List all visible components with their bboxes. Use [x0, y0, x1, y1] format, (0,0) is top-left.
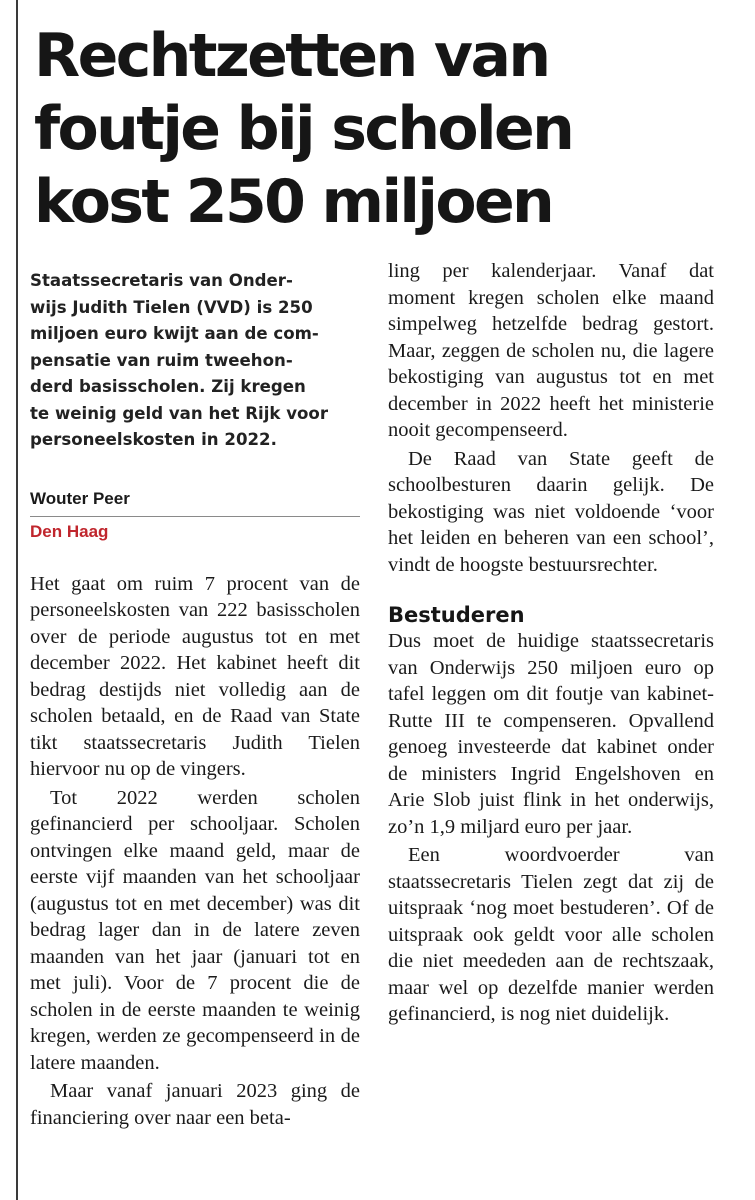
body-paragraph: Het gaat om ruim 7 procent van de personeelskosten van 222 basisscholen over de periode augustus tot en met december 2022. Het kabinet heeft dit bedrag destijds niet volledig aan de scholen betaald, en de Raad van State tikt staatssecretaris Judith Tielen hiervoor nu op de vingers. — [30, 572, 360, 780]
body-paragraph: Een woordvoerder van staatssecretaris Tielen zegt dat zij de uitspraak ‘nog moet bestuderen’. Of de uitspraak ook geldt voor alle scholen die niet meededen aan de rechtszaak, maar wel op dezelfde manier werden gefinancierd, is nog niet duidelijk. — [388, 844, 714, 1025]
right-body-top — [388, 258, 714, 578]
byline-divider — [30, 516, 360, 517]
right-body-bottom — [388, 628, 714, 1028]
body-paragraph: De Raad van State geeft de schoolbesturen daarin gelijk. De bekostiging was niet voldoende ‘voor het leiden en beheren van een school’, vindt de hoogste bestuursrechter. — [388, 447, 714, 576]
body-paragraph: ling per kalenderjaar. Vanaf dat moment kregen scholen elke maand simpelweg hetzelfde bedrag gestort. Maar, zeggen de scholen nu, die lagere bekostiging van augustus tot en met december in 2022 heeft het ministerie nooit gecompenseerd. — [388, 260, 714, 441]
left-column — [30, 258, 360, 1131]
intro-line: Staatssecretaris van Onder- — [30, 271, 293, 290]
headline-line: foutje bij scholen — [34, 94, 573, 164]
intro-line: miljoen euro kwijt aan de com- — [30, 324, 319, 343]
intro-line: pensatie van ruim tweehon- — [30, 350, 293, 370]
body-paragraph: Tot 2022 werden scholen gefinancierd per schooljaar. Scholen ontvingen elke maand geld, maar de eerste vijf maanden van het schooljaar (augustus tot en met december) was dit bedrag lager dan in de latere zeven maanden van het jaar (januari tot en met juli). Voor de 7 procent die de scholen in de eerste maanden te weinig kregen, werden ze gecompenseerd in de latere maanden. — [30, 786, 360, 1074]
intro-line: personeelskosten in 2022. — [30, 430, 277, 449]
article-intro — [30, 268, 360, 454]
headline-line: Rechtzetten van — [34, 21, 549, 91]
body-paragraph: Dus moet de huidige staatssecretaris van Onderwijs 250 miljoen euro op tafel leggen om dit foutje van kabinet-Rutte III te compenseren. Opvallend genoeg investeerde dat kabinet onder de ministers Ingrid Engelshoven en Arie Slob juist flink in het onderwijs, zo’n 1,9 miljard euro per jaar. — [388, 630, 714, 838]
page-left-border — [16, 0, 18, 1200]
author-byline: Wouter Peer — [30, 488, 130, 508]
article-headline — [34, 20, 734, 239]
headline-line: kost 250 miljoen — [34, 167, 553, 237]
intro-line: te weinig geld van het Rijk voor — [30, 403, 329, 423]
body-paragraph: Maar vanaf januari 2023 ging de financiering over naar een beta- — [30, 1080, 360, 1129]
right-column — [388, 258, 714, 1028]
intro-line: derd basisscholen. Zij kregen — [30, 377, 306, 396]
intro-line: wijs Judith Tielen (VVD) is 250 — [30, 297, 313, 317]
section-subhead: Bestuderen — [388, 603, 525, 627]
left-body — [30, 571, 360, 1132]
dateline: Den Haag — [30, 521, 109, 541]
